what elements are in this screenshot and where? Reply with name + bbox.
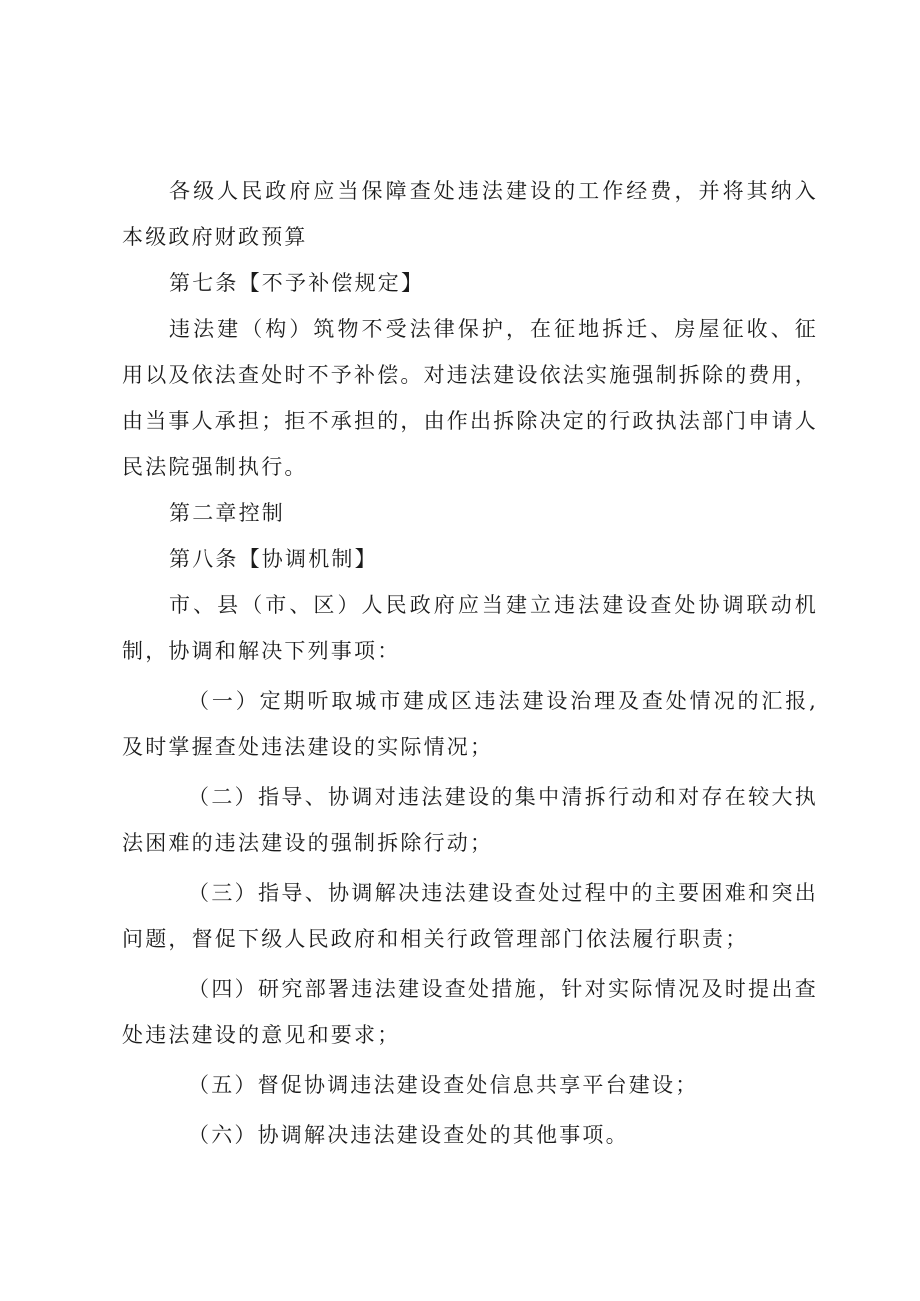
- paragraph-funding: 各级人民政府应当保障查处违法建设的工作经费，并将其纳入本级政府财政预算: [122, 179, 818, 249]
- list-item-1: （一）定期听取城市建成区违法建设治理及查处情况的汇报,及时掌握查处违法建设的实际情况；: [122, 689, 818, 759]
- list-item-4: （四）研究部署违法建设查处措施，针对实际情况及时提出查处违法建设的意见和要求；: [122, 977, 818, 1047]
- paragraph-no-compensation: 违法建（构）筑物不受法律保护，在征地拆迁、房屋征收、征用以及依法查处时不予补偿。对违法建设依法实施强制拆除的费用，由当事人承担；拒不承担的，由作出拆除决定的行政执法部门申请人民法院强制执行。: [122, 317, 818, 479]
- chapter-2-heading: 第二章控制: [169, 501, 285, 525]
- article-8-heading: 第八条【协调机制】: [169, 547, 378, 571]
- list-item-3: （三）指导、协调解决违法建设查处过程中的主要困难和突出问题，督促下级人民政府和相关行政管理部门依法履行职责；: [122, 881, 818, 951]
- document-body: [122, 168, 818, 1158]
- list-item-6: （六）协调解决违法建设查处的其他事项。: [188, 1123, 629, 1147]
- article-7-heading: 第七条【不予补偿规定】: [169, 271, 425, 295]
- list-item-5: （五）督促协调违法建设查处信息共享平台建设；: [188, 1073, 699, 1097]
- list-item-2: （二）指导、协调对违法建设的集中清拆行动和对存在较大执法困难的违法建设的强制拆除行动；: [122, 785, 818, 855]
- paragraph-coordination: 市、县（市、区）人民政府应当建立违法建设查处协调联动机制，协调和解决下列事项：: [122, 593, 818, 663]
